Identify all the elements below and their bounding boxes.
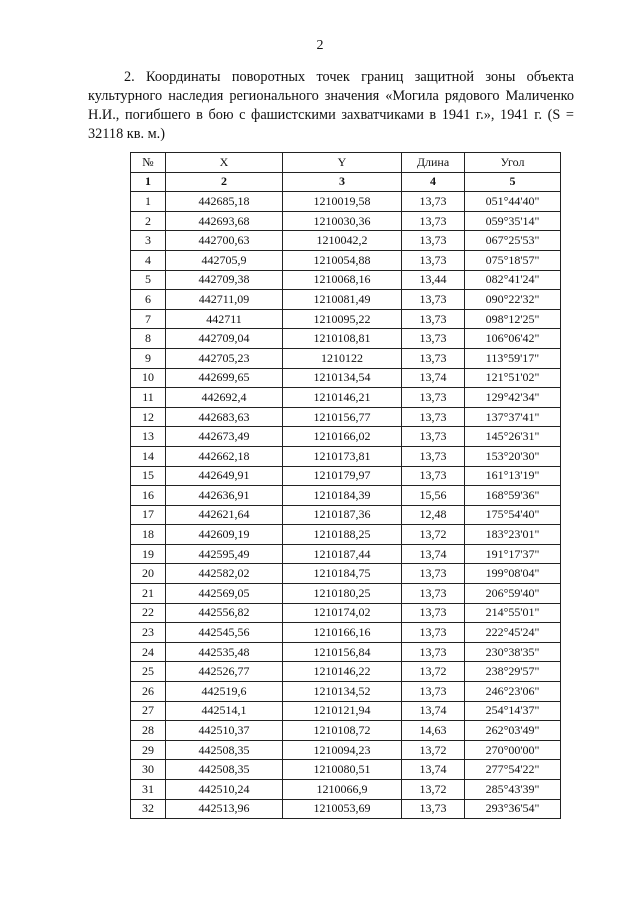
cell-x: 442510,37 [166, 721, 283, 741]
cell-number: 32 [131, 799, 166, 819]
table-row [131, 564, 561, 584]
cell-angle: 199°08'04" [465, 564, 561, 584]
cell-angle: 270°00'00" [465, 740, 561, 760]
cell-angle: 137°37'41" [465, 407, 561, 427]
cell-number: 20 [131, 564, 166, 584]
cell-y: 1210122 [283, 348, 402, 368]
cell-length: 13,73 [402, 309, 465, 329]
cell-angle: 230°38'35" [465, 642, 561, 662]
cell-number: 31 [131, 780, 166, 800]
cell-length: 13,73 [402, 446, 465, 466]
header-angle: Угол [465, 153, 561, 173]
cell-x: 442621,64 [166, 505, 283, 525]
cell-number: 23 [131, 623, 166, 643]
table-row [131, 329, 561, 349]
page-number: 2 [316, 38, 324, 53]
cell-number: 29 [131, 740, 166, 760]
cell-length: 13,73 [402, 290, 465, 310]
cell-y: 1210080,51 [283, 760, 402, 780]
cell-x: 442649,91 [166, 466, 283, 486]
index-cell: 4 [402, 172, 465, 192]
cell-x: 442705,9 [166, 250, 283, 270]
cell-y: 1210134,54 [283, 368, 402, 388]
cell-y: 1210081,49 [283, 290, 402, 310]
cell-length: 13,73 [402, 427, 465, 447]
cell-angle: 082°41'24" [465, 270, 561, 290]
cell-y: 1210068,16 [283, 270, 402, 290]
cell-angle: 214°55'01" [465, 603, 561, 623]
cell-x: 442662,18 [166, 446, 283, 466]
table-row [131, 603, 561, 623]
table-row [131, 623, 561, 643]
table-row [131, 388, 561, 408]
cell-y: 1210184,75 [283, 564, 402, 584]
cell-y: 1210108,72 [283, 721, 402, 741]
cell-angle: 098°12'25" [465, 309, 561, 329]
cell-y: 1210053,69 [283, 799, 402, 819]
table-row [131, 270, 561, 290]
cell-angle: 113°59'17" [465, 348, 561, 368]
header-length: Длина [402, 153, 465, 173]
cell-x: 442595,49 [166, 544, 283, 564]
cell-number: 14 [131, 446, 166, 466]
cell-x: 442508,35 [166, 760, 283, 780]
cell-x: 442513,96 [166, 799, 283, 819]
cell-number: 21 [131, 584, 166, 604]
cell-angle: 090°22'32" [465, 290, 561, 310]
cell-length: 13,73 [402, 250, 465, 270]
cell-y: 1210146,22 [283, 662, 402, 682]
cell-number: 22 [131, 603, 166, 623]
cell-length: 13,72 [402, 662, 465, 682]
cell-x: 442545,56 [166, 623, 283, 643]
cell-length: 13,73 [402, 682, 465, 702]
cell-number: 24 [131, 642, 166, 662]
cell-number: 8 [131, 329, 166, 349]
cell-number: 12 [131, 407, 166, 427]
table-row [131, 446, 561, 466]
coordinates-table [130, 152, 561, 819]
table-body [131, 172, 561, 819]
table-row [131, 231, 561, 251]
cell-y: 1210179,97 [283, 466, 402, 486]
cell-angle: 246°23'06" [465, 682, 561, 702]
cell-number: 9 [131, 348, 166, 368]
header-y: Y [283, 153, 402, 173]
column-index-row [131, 172, 561, 192]
cell-length: 13,73 [402, 407, 465, 427]
cell-angle: 121°51'02" [465, 368, 561, 388]
cell-angle: 145°26'31" [465, 427, 561, 447]
table-row [131, 799, 561, 819]
cell-length: 15,56 [402, 486, 465, 506]
cell-length: 13,73 [402, 329, 465, 349]
cell-number: 1 [131, 192, 166, 212]
cell-length: 13,72 [402, 780, 465, 800]
cell-length: 13,72 [402, 525, 465, 545]
cell-angle: 175°54'40" [465, 505, 561, 525]
cell-length: 13,73 [402, 192, 465, 212]
cell-angle: 161°13'19" [465, 466, 561, 486]
cell-x: 442711 [166, 309, 283, 329]
cell-y: 1210174,02 [283, 603, 402, 623]
table-row [131, 427, 561, 447]
cell-number: 6 [131, 290, 166, 310]
cell-y: 1210187,36 [283, 505, 402, 525]
cell-angle: 238°29'57" [465, 662, 561, 682]
cell-y: 1210042,2 [283, 231, 402, 251]
heading-text: культурного наследия регионального значения «Могила рядового Маличенко Н.И., погибшего в бою с фашистскими захватчиками в 1941 г.», 1941 г. (S = 32118 кв. м.) [88, 88, 574, 142]
cell-number: 17 [131, 505, 166, 525]
cell-y: 1210066,9 [283, 780, 402, 800]
cell-y: 1210095,22 [283, 309, 402, 329]
index-cell: 1 [131, 172, 166, 192]
table-row [131, 584, 561, 604]
table-row [131, 505, 561, 525]
cell-x: 442569,05 [166, 584, 283, 604]
cell-angle: 254°14'37" [465, 701, 561, 721]
cell-length: 13,73 [402, 388, 465, 408]
cell-angle: 067°25'53" [465, 231, 561, 251]
table-row [131, 250, 561, 270]
cell-angle: 285°43'39" [465, 780, 561, 800]
cell-number: 30 [131, 760, 166, 780]
cell-length: 13,74 [402, 760, 465, 780]
table-row [131, 407, 561, 427]
table-row [131, 525, 561, 545]
table-row [131, 486, 561, 506]
cell-angle: 153°20'30" [465, 446, 561, 466]
cell-y: 1210030,36 [283, 211, 402, 231]
table-row [131, 290, 561, 310]
cell-y: 1210188,25 [283, 525, 402, 545]
header-number: № [131, 153, 166, 173]
table-row [131, 760, 561, 780]
table-row [131, 721, 561, 741]
cell-y: 1210019,58 [283, 192, 402, 212]
table-row [131, 466, 561, 486]
cell-y: 1210187,44 [283, 544, 402, 564]
cell-y: 1210156,84 [283, 642, 402, 662]
cell-x: 442636,91 [166, 486, 283, 506]
cell-number: 18 [131, 525, 166, 545]
cell-number: 28 [131, 721, 166, 741]
index-cell: 5 [465, 172, 561, 192]
cell-x: 442556,82 [166, 603, 283, 623]
cell-angle: 222°45'24" [465, 623, 561, 643]
table-row [131, 544, 561, 564]
table-row [131, 682, 561, 702]
heading-line-1: 2. Координаты поворотных точек границ защитной зоны объекта [124, 69, 574, 85]
cell-x: 442705,23 [166, 348, 283, 368]
cell-number: 19 [131, 544, 166, 564]
cell-length: 13,73 [402, 231, 465, 251]
cell-y: 1210166,16 [283, 623, 402, 643]
cell-y: 1210134,52 [283, 682, 402, 702]
cell-x: 442519,6 [166, 682, 283, 702]
cell-number: 25 [131, 662, 166, 682]
cell-x: 442514,1 [166, 701, 283, 721]
cell-y: 1210156,77 [283, 407, 402, 427]
cell-x: 442709,38 [166, 270, 283, 290]
cell-x: 442700,63 [166, 231, 283, 251]
section-heading [88, 68, 574, 144]
cell-angle: 277°54'22" [465, 760, 561, 780]
cell-number: 5 [131, 270, 166, 290]
table-header-row [131, 153, 561, 173]
cell-angle: 206°59'40" [465, 584, 561, 604]
header-x: X [166, 153, 283, 173]
cell-number: 15 [131, 466, 166, 486]
table-row [131, 368, 561, 388]
cell-angle: 106°06'42" [465, 329, 561, 349]
cell-x: 442685,18 [166, 192, 283, 212]
cell-number: 10 [131, 368, 166, 388]
cell-angle: 075°18'57" [465, 250, 561, 270]
cell-x: 442510,24 [166, 780, 283, 800]
table-row [131, 211, 561, 231]
cell-angle: 051°44'40" [465, 192, 561, 212]
cell-x: 442508,35 [166, 740, 283, 760]
cell-x: 442699,65 [166, 368, 283, 388]
table-row [131, 348, 561, 368]
cell-length: 13,73 [402, 348, 465, 368]
cell-y: 1210094,23 [283, 740, 402, 760]
cell-length: 13,73 [402, 799, 465, 819]
cell-number: 16 [131, 486, 166, 506]
table-row [131, 740, 561, 760]
cell-y: 1210180,25 [283, 584, 402, 604]
cell-y: 1210121,94 [283, 701, 402, 721]
cell-angle: 293°36'54" [465, 799, 561, 819]
cell-y: 1210184,39 [283, 486, 402, 506]
cell-length: 13,73 [402, 584, 465, 604]
table-row [131, 662, 561, 682]
cell-length: 13,74 [402, 368, 465, 388]
table-row [131, 192, 561, 212]
table-row [131, 780, 561, 800]
index-cell: 3 [283, 172, 402, 192]
cell-length: 14,63 [402, 721, 465, 741]
cell-angle: 183°23'01" [465, 525, 561, 545]
cell-y: 1210166,02 [283, 427, 402, 447]
cell-number: 2 [131, 211, 166, 231]
cell-length: 13,74 [402, 544, 465, 564]
cell-number: 26 [131, 682, 166, 702]
table-row [131, 642, 561, 662]
cell-x: 442582,02 [166, 564, 283, 584]
cell-y: 1210173,81 [283, 446, 402, 466]
cell-number: 4 [131, 250, 166, 270]
table-row [131, 701, 561, 721]
cell-y: 1210054,88 [283, 250, 402, 270]
cell-y: 1210108,81 [283, 329, 402, 349]
cell-length: 13,44 [402, 270, 465, 290]
cell-number: 11 [131, 388, 166, 408]
cell-x: 442683,63 [166, 407, 283, 427]
cell-number: 27 [131, 701, 166, 721]
cell-angle: 129°42'34" [465, 388, 561, 408]
cell-length: 13,73 [402, 564, 465, 584]
cell-length: 13,73 [402, 211, 465, 231]
cell-y: 1210146,21 [283, 388, 402, 408]
cell-number: 13 [131, 427, 166, 447]
cell-number: 3 [131, 231, 166, 251]
cell-x: 442693,68 [166, 211, 283, 231]
cell-length: 13,74 [402, 701, 465, 721]
cell-x: 442692,4 [166, 388, 283, 408]
cell-length: 13,73 [402, 642, 465, 662]
cell-x: 442711,09 [166, 290, 283, 310]
cell-length: 13,73 [402, 466, 465, 486]
cell-x: 442673,49 [166, 427, 283, 447]
cell-x: 442609,19 [166, 525, 283, 545]
table-row [131, 309, 561, 329]
cell-x: 442526,77 [166, 662, 283, 682]
cell-x: 442535,48 [166, 642, 283, 662]
cell-x: 442709,04 [166, 329, 283, 349]
cell-angle: 168°59'36" [465, 486, 561, 506]
cell-length: 13,72 [402, 740, 465, 760]
cell-number: 7 [131, 309, 166, 329]
cell-length: 13,73 [402, 623, 465, 643]
cell-length: 13,73 [402, 603, 465, 623]
cell-length: 12,48 [402, 505, 465, 525]
index-cell: 2 [166, 172, 283, 192]
cell-angle: 191°17'37" [465, 544, 561, 564]
cell-angle: 059°35'14" [465, 211, 561, 231]
cell-angle: 262°03'49" [465, 721, 561, 741]
